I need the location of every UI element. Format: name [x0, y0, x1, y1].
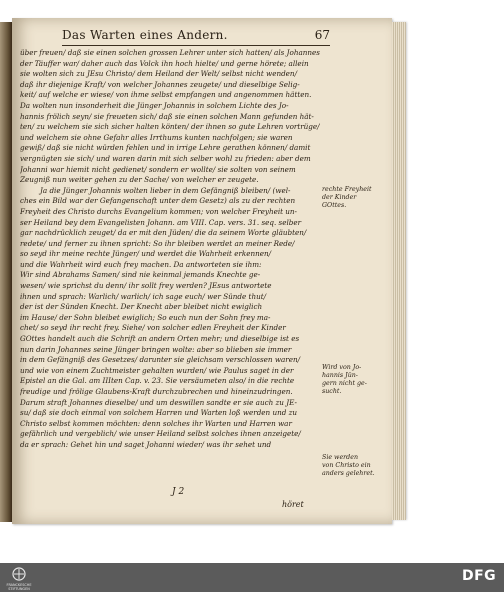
text-line: gewiß/ daß sie nicht würden fehlen und in irrige Lehre gerathen können/ damit [20, 143, 311, 153]
text-line: chet/ so seyd ihr recht frey. Siehe/ von solcher edlen Freyheit der Kinder [20, 323, 286, 333]
text-line: ihnen und sprach: Warlich/ warlich/ ich sage euch/ wer Sünde thut/ [20, 291, 267, 301]
text-line: vergnügten sie sich/ und waren darin mit sich selber wohl zu frieden: aber dem [20, 153, 311, 163]
text-line: GOttes handelt auch die Schrift an andern Orten mehr; und dieselbige ist es [20, 334, 300, 344]
text-line: sie wolten sich zu JEsu Christo/ dem Heiland der Welt/ selbst nicht wenden/ [20, 69, 297, 79]
text-line: su/ daß sie doch einmal von solchem Harren und Warten loß werden und zu [20, 408, 298, 418]
body-text [20, 48, 320, 451]
margin-note [322, 364, 378, 396]
text-line: Wir sind Abrahams Samen/ sind nie keinmal jemands Knechte ge- [20, 270, 261, 280]
dfg-logo: DFG [462, 568, 497, 584]
text-line: keit/ auf welche er wiese/ von ihme selbst empfangen und angenommen hätten. [20, 90, 312, 100]
margin-note-line: von Christo ein [322, 462, 371, 469]
text-line: über freuen/ daß sie einen solchen grossen Lehrer unter sich hatten/ als Johannes [20, 48, 320, 57]
text-line: und die Wahrheit wird euch frey machen. Da antworteten sie ihm: [20, 259, 262, 269]
header-rule [62, 45, 330, 46]
text-line: wesen/ wie sprichst du denn/ ihr sollt frey werden? JEsus antwortete [20, 281, 272, 291]
text-line: und welchem sie ohne Gefahr alles Irrthums kunten nachfolgen; sie waren [20, 132, 293, 142]
margin-note-line: GOttes. [322, 202, 347, 209]
text-line: nun darin Johannes seine Jünger bringen wolte: aber so blieben sie immer [20, 344, 292, 354]
text-line: Johanni war hiemit nicht gedienet/ sondern er wollte/ sie solten von seinem [20, 164, 296, 174]
margin-note-line: rechte Freyheit [322, 186, 372, 193]
text-line: gar nachdrücklich zeuget/ da er mit den Jüden/ die da seinem Worte gläubten/ [20, 228, 307, 238]
text-line: der ist der Sünden Knecht. Der Knecht aber bleibet nicht ewiglich [20, 302, 263, 312]
text-line: Ja die Jünger Johannis wolten lieber in dem Gefängniß bleiben/ (wel- [40, 185, 291, 195]
library-name-line: STIFTUNGEN [8, 587, 30, 591]
margin-note-line: sucht. [322, 388, 342, 395]
text-line: der Täuffer war/ daher auch das Volck ihn hoch hielte/ und gerne hörete; allein [20, 58, 309, 68]
margin-note-line: anders gelehret. [322, 470, 375, 477]
page-header [62, 28, 330, 44]
text-line: Darum straft Johannes dieselbe/ und um deswillen sandte er sie auch zu JE- [20, 397, 297, 407]
library-name [2, 583, 36, 591]
text-line: ten/ zu welchem sie sich sicher halten könten/ der ihnen so gute Lehren vortrüge/ [20, 122, 320, 132]
text-line: ches ein Bild war der Gefangenschaft unter dem Gesetz) als zu der rechten [20, 196, 296, 206]
text-line: Da wolten nun insonderheit die Jünger Johannis in solchem Lichte des Jo- [20, 100, 289, 110]
text-line: daß ihr diejenige Kraft/ von welcher Johannes zeugete/ und dieselbige Selig- [20, 79, 300, 89]
text-line: so seyd ihr meine rechte Jünger/ und werdet die Wahrheit erkennen/ [20, 249, 272, 259]
margin-note [322, 454, 378, 478]
margin-note-line: Wird von Jo- [322, 364, 362, 371]
text-line: gefährlich und vergeblich/ wie unser Heiland selbst solches ihnen anzeigete/ [20, 429, 301, 439]
text-line: Freyheit des Christo durchs Evangelium kommen; von welcher Freyheit un- [20, 206, 297, 216]
text-line: in dem Gefängniß des Gesetzes/ darunter sie gleichsam verschlossen waren/ [20, 355, 301, 365]
previous-page-edge [0, 22, 12, 522]
catchword: höret [282, 500, 304, 509]
text-line: im Hause/ der Sohn bleibet ewiglich; So euch nun der Sohn frey ma- [20, 312, 271, 322]
page-number: 67 [314, 28, 330, 42]
text-line: redete/ und ferner zu ihnen spricht: So ihr bleiben werdet an meiner Rede/ [20, 238, 295, 248]
library-name-line: FRANCKESCHE [6, 583, 32, 587]
text-line: da er sprach: Gehet hin und saget Johanni wieder/ was ihr sehet und [20, 439, 272, 449]
page-block-edge [392, 22, 406, 520]
text-line: Christo selbst kommen möchten: denn solches ihr Warten und Harren war [20, 418, 292, 428]
text-line: Zeugniß nun weiter gehen zu der Sache/ von welcher er zeugete. [20, 175, 259, 185]
text-line: und wie von einem Zuchtmeister gehalten wurden/ wie Paulus saget in der [20, 365, 294, 375]
margin-note-line: der Kinder [322, 194, 357, 201]
footer-bar [0, 563, 504, 592]
signature-mark: J 2 [172, 487, 185, 497]
margin-note [322, 186, 378, 210]
text-line: freudige und frölige Glaubens-Kraft durchzubrechen und hineinzudringen. [20, 387, 293, 396]
text-line: ser Heiland bey dem Evangelisten Johann. am VIII. Cap. vers. 31. seq. selber [20, 217, 302, 227]
text-line: Epistel an die Gal. am IIIten Cap. v. 23. Sie versäumeten also/ in die rechte [20, 376, 295, 386]
text-line: hannis frölich seyn/ sie freueten sich/ daß sie einen solchen Mann gefunden hät- [20, 111, 314, 121]
margin-note-line: Sie werden [322, 454, 358, 461]
margin-note-line: hannis Jün- [322, 372, 358, 379]
running-title: Das Warten eines Andern. [62, 28, 228, 42]
margin-note-line: gern nicht ge- [322, 380, 367, 387]
